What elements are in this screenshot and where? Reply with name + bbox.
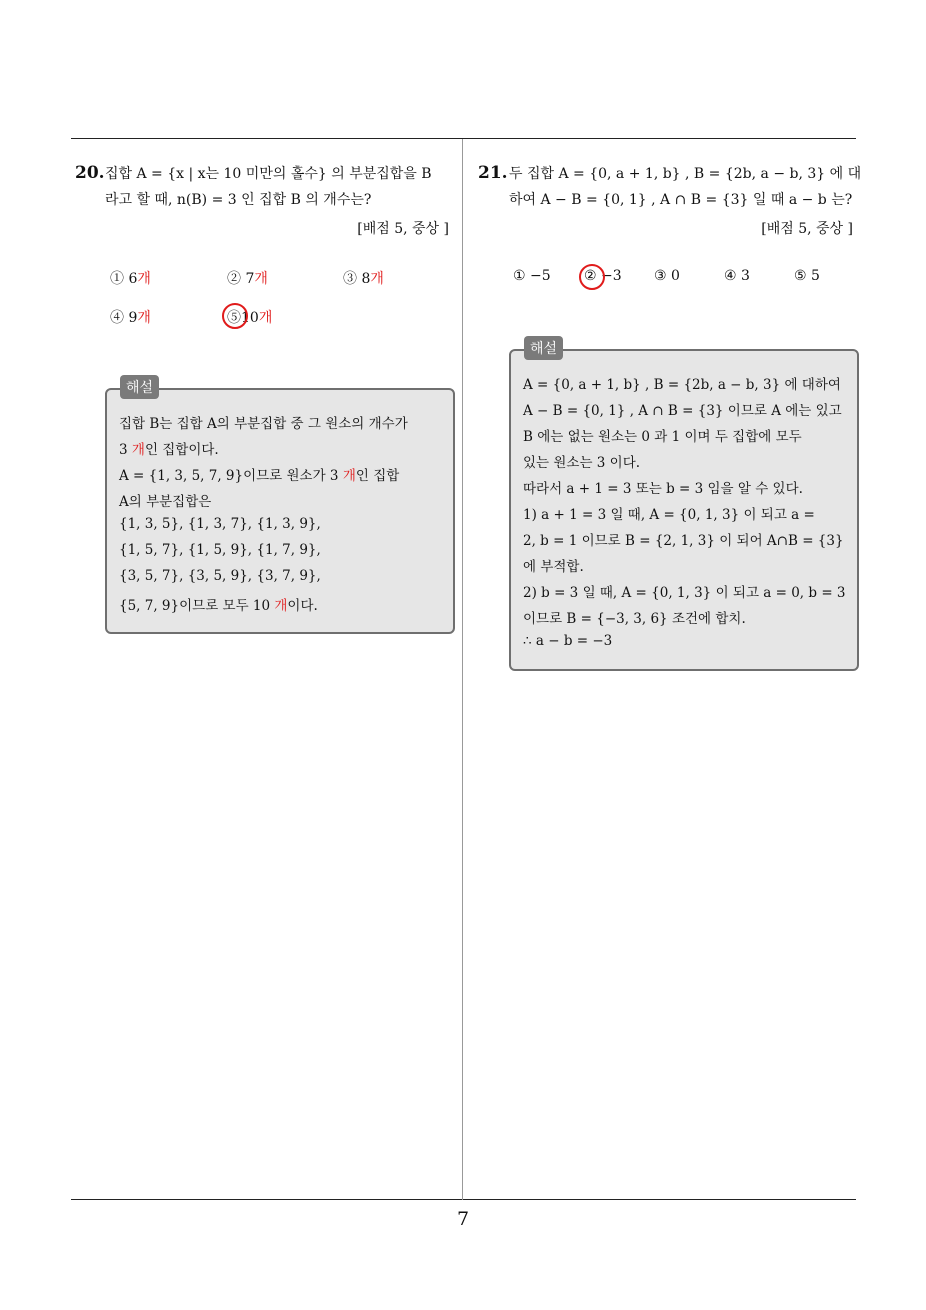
q21-sol-line3: B 에는 없는 원소는 0 과 1 이며 두 집합에 모두 — [523, 429, 802, 445]
page-number: 7 — [456, 1208, 470, 1230]
q20-solution-box — [105, 388, 455, 634]
q20-option-4[interactable]: ④ 9개 — [110, 310, 151, 326]
q21-solution-box — [509, 349, 859, 671]
q20-option-1[interactable]: ① 6개 — [110, 271, 151, 287]
q21-answer-circle-icon — [579, 264, 605, 290]
bottom-rule — [71, 1199, 856, 1200]
q21-sol-line8: 에 부적합. — [523, 559, 584, 575]
q21-sol-line9: 2) b = 3 일 때, A = {0, 1, 3} 이 되고 a = 0, b = 3 — [523, 585, 846, 601]
top-rule — [71, 138, 856, 139]
q21-option-2[interactable]: ② −3 — [584, 268, 622, 284]
q21-sol-line1: A = {0, a + 1, b} , B = {2b, a − b, 3} 에 대하여 — [523, 377, 841, 393]
question-20-line1: 집합 A = {x | x는 10 미만의 홀수} 의 부분집합을 B — [105, 166, 432, 182]
q20-sol-line4: A의 부분집합은 — [119, 494, 212, 510]
q20-option-5[interactable]: ⑤10개 — [227, 310, 273, 326]
question-21-score: [배점 5, 중상 ] — [761, 221, 853, 237]
q21-solution-tab: 해설 — [524, 336, 563, 360]
q21-sol-line5: 따라서 a + 1 = 3 또는 b = 3 임을 알 수 있다. — [523, 481, 803, 497]
q20-sol-line5: {1, 3, 5}, {1, 3, 7}, {1, 3, 9}, — [119, 516, 321, 532]
q20-sol-line1: 집합 B는 집합 A의 부분집합 중 그 원소의 개수가 — [119, 416, 408, 432]
question-21-number: 21. — [478, 163, 508, 183]
column-divider — [462, 139, 463, 1200]
q21-option-3[interactable]: ③ 0 — [654, 268, 680, 284]
q21-sol-line4: 있는 원소는 3 이다. — [523, 455, 641, 471]
q20-option-2[interactable]: ② 7개 — [227, 271, 268, 287]
q21-sol-line6: 1) a + 1 = 3 일 때, A = {0, 1, 3} 이 되고 a = — [523, 507, 815, 523]
q20-sol-line2: 3 개인 집합이다. — [119, 442, 219, 458]
question-20-number: 20. — [75, 163, 105, 183]
q21-sol-line7: 2, b = 1 이므로 B = {2, 1, 3} 이 되어 A∩B = {3} — [523, 533, 844, 549]
q21-sol-line11: ∴ a − b = −3 — [523, 633, 613, 649]
q20-sol-line8: {5, 7, 9}이므로 모두 10 개이다. — [119, 598, 318, 614]
q20-sol-line6: {1, 5, 7}, {1, 5, 9}, {1, 7, 9}, — [119, 542, 321, 558]
q20-answer-circle-icon — [222, 303, 248, 329]
q20-sol-line7: {3, 5, 7}, {3, 5, 9}, {3, 7, 9}, — [119, 568, 321, 584]
question-21-line1: 두 집합 A = {0, a + 1, b} , B = {2b, a − b, 3} 에 대 — [509, 166, 862, 182]
q21-option-4[interactable]: ④ 3 — [724, 268, 750, 284]
q20-option-3[interactable]: ③ 8개 — [343, 271, 384, 287]
q20-sol-line3: A = {1, 3, 5, 7, 9}이므로 원소가 3 개인 집합 — [119, 468, 400, 484]
q20-solution-tab: 해설 — [120, 375, 159, 399]
question-20-line2: 라고 할 때, n(B) = 3 인 집합 B 의 개수는? — [105, 192, 372, 208]
question-21-line2: 하여 A − B = {0, 1} , A ∩ B = {3} 일 때 a − b 는? — [509, 192, 853, 208]
q21-sol-line2: A − B = {0, 1} , A ∩ B = {3} 이므로 A 에는 있고 — [523, 403, 842, 419]
q21-option-1[interactable]: ① −5 — [513, 268, 551, 284]
question-21-text — [509, 161, 861, 213]
question-20-text — [105, 161, 432, 213]
question-20-score: [배점 5, 중상 ] — [357, 221, 449, 237]
q21-sol-line10: 이므로 B = {−3, 3, 6} 조건에 합치. — [523, 611, 746, 627]
q21-option-5[interactable]: ⑤ 5 — [794, 268, 820, 284]
